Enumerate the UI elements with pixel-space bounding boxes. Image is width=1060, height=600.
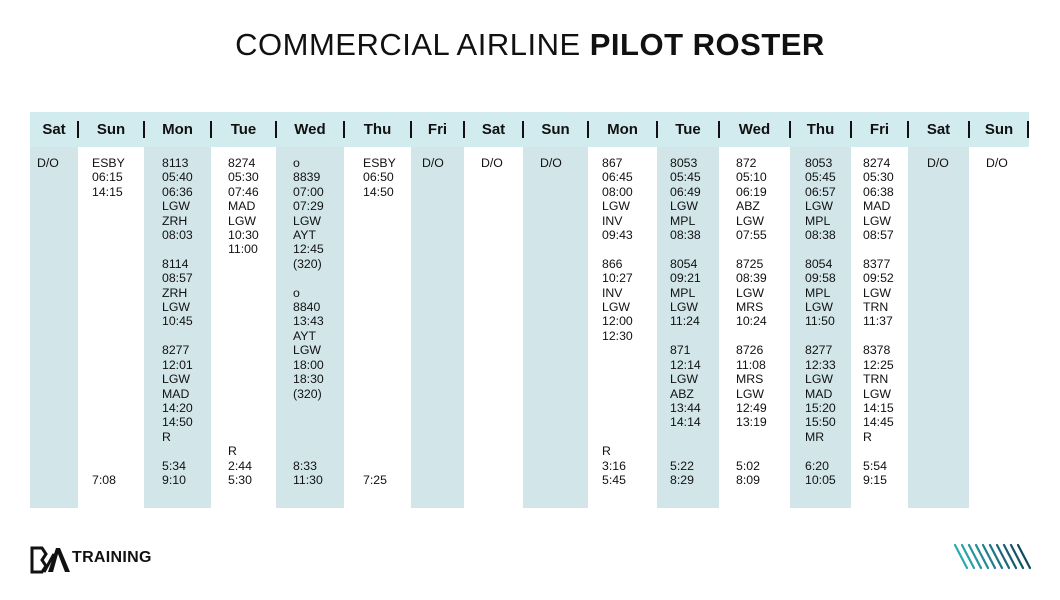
day-header: Sun [984, 121, 1014, 138]
decorative-stripes-icon [953, 543, 1035, 570]
duty-cell: ESBY 06:15 14:15 [92, 156, 125, 199]
day-column [144, 112, 211, 508]
duty-totals: 2:44 5:30 [228, 459, 252, 488]
title-bold: PILOT ROSTER [589, 27, 825, 62]
duty-totals: 5:02 8:09 [736, 459, 760, 488]
day-column [464, 112, 523, 508]
duty-cell: 8113 05:40 06:36 LGW ZRH 08:03 8114 08:57 ZRH LGW 10:45 8277 12:01 LGW MAD 14:20 14:50 R [162, 156, 193, 444]
day-column [78, 112, 144, 508]
day-header: Tue [675, 121, 701, 138]
duty-totals: 8:33 11:30 [293, 459, 323, 488]
page-title [0, 27, 1060, 63]
duty-cell: 8053 05:45 06:57 LGW MPL 08:38 8054 09:58 MPL LGW 11:50 8277 12:33 LGW MAD 15:20 15:50 MR [805, 156, 836, 444]
duty-totals: 5:34 9:10 [162, 459, 186, 488]
brand-logo [30, 544, 160, 576]
duty-cell: D/O [986, 156, 1008, 170]
duty-cell: D/O [481, 156, 503, 170]
day-header: Sun [541, 121, 570, 138]
day-header: Wed [294, 121, 326, 138]
duty-cell: ESBY 06:50 14:50 [363, 156, 396, 199]
duty-cell: D/O [927, 156, 949, 170]
day-column [851, 112, 908, 508]
day-column [211, 112, 276, 508]
duty-cell: D/O [422, 156, 444, 170]
column-shade [523, 147, 588, 508]
column-shade [411, 147, 464, 508]
column-shade [908, 147, 969, 508]
duty-cell: o 8839 07:00 07:29 LGW AYT 12:45 (320) o 8840 13:43 AYT LGW 18:00 18:30 (320) [293, 156, 324, 401]
day-header: Mon [607, 121, 638, 138]
day-column [30, 112, 78, 508]
logo-mark-icon [30, 544, 72, 576]
day-header: Sun [96, 121, 126, 138]
roster-grid [30, 112, 1029, 508]
day-column [657, 112, 719, 508]
duty-cell: 8274 05:30 07:46 MAD LGW 10:30 11:00 R [228, 156, 259, 459]
duty-cell: 867 06:45 08:00 LGW INV 09:43 866 10:27 INV LGW 12:00 12:30 R [602, 156, 633, 459]
duty-totals: 5:54 9:15 [863, 459, 887, 488]
day-header: Tue [230, 121, 257, 138]
brand-name: TRAINING [72, 549, 152, 566]
column-shade [30, 147, 78, 508]
duty-cell: 8274 05:30 06:38 MAD LGW 08:57 8377 09:52 LGW TRN 11:37 8378 12:25 TRN LGW 14:15 14:45 R [863, 156, 894, 444]
day-header: Thu [363, 121, 392, 138]
day-header: Sat [481, 121, 506, 138]
duty-totals: 7:08 [92, 473, 116, 488]
duty-totals: 5:22 8:29 [670, 459, 694, 488]
duty-cell: 872 05:10 06:19 ABZ LGW 07:55 8725 08:39 LGW MRS 10:24 8726 11:08 MRS LGW 12:49 13:19 [736, 156, 767, 430]
duty-totals: 3:16 5:45 [602, 459, 626, 488]
day-column [790, 112, 851, 508]
duty-cell: D/O [540, 156, 562, 170]
day-header: Thu [806, 121, 835, 138]
day-header: Sat [42, 121, 66, 138]
day-column [588, 112, 657, 508]
day-column [411, 112, 464, 508]
duty-totals: 7:25 [363, 473, 387, 488]
day-header: Fri [869, 121, 890, 138]
day-column [969, 112, 1029, 508]
day-column [344, 112, 411, 508]
day-header: Wed [738, 121, 771, 138]
day-header: Sat [926, 121, 951, 138]
day-header: Fri [427, 121, 448, 138]
duty-totals: 6:20 10:05 [805, 459, 836, 488]
day-column [908, 112, 969, 508]
header-separator [1027, 121, 1029, 138]
day-column [523, 112, 588, 508]
day-column [719, 112, 790, 508]
duty-cell: D/O [37, 156, 59, 170]
duty-cell: 8053 05:45 06:49 LGW MPL 08:38 8054 09:21 MPL LGW 11:24 871 12:14 LGW ABZ 13:44 14:14 [670, 156, 701, 430]
day-header: Mon [162, 121, 193, 138]
title-light: COMMERCIAL AIRLINE [235, 27, 590, 62]
day-column [276, 112, 344, 508]
